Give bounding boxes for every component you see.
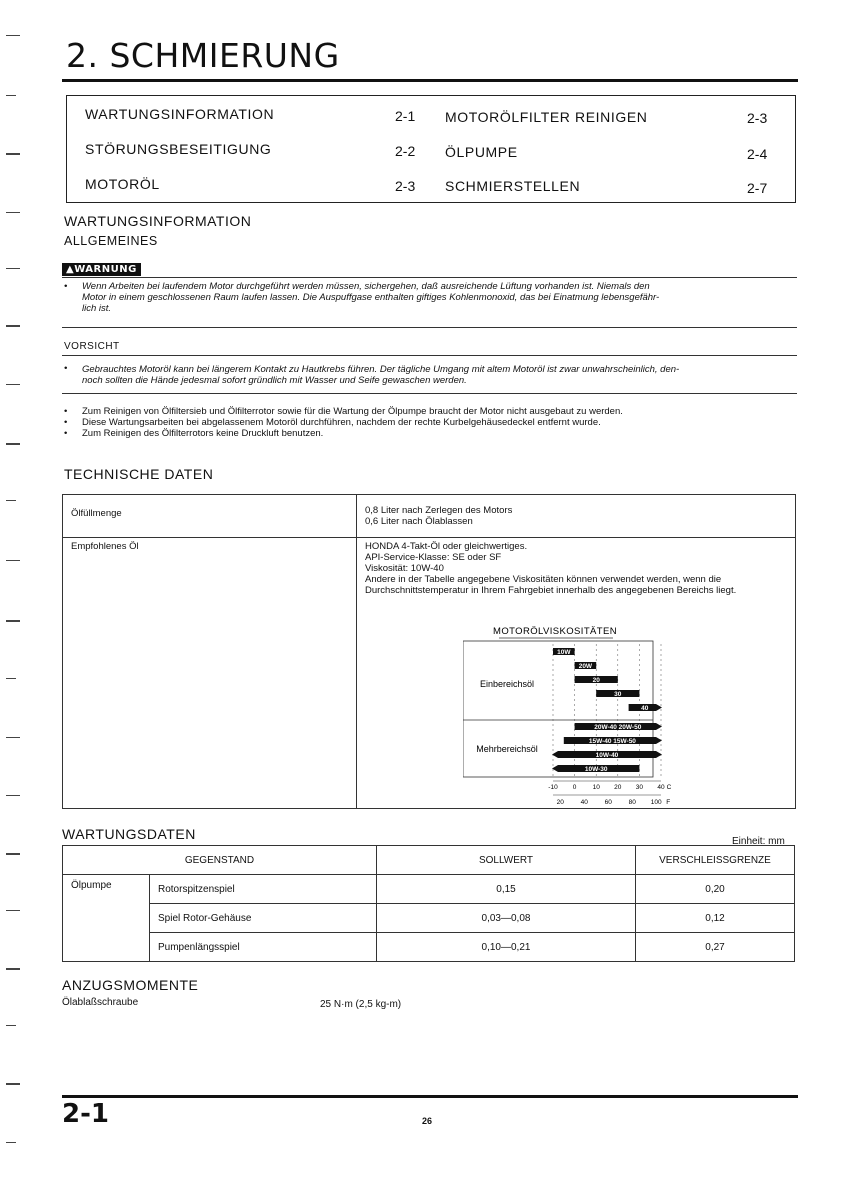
toc-item-page: 2-7 — [747, 180, 768, 196]
viscosity-bar — [575, 662, 597, 670]
caution-text — [82, 364, 798, 386]
list-item-text: Diese Wartungsarbeiten bei abgelassenem Motoröl durchführen, nachdem der rechte Kurbelgehäusedeckel entfernt wurde. — [82, 417, 601, 428]
tick-label-c: 20 — [614, 784, 622, 791]
toc-item-label[interactable]: MOTORÖL — [85, 176, 160, 192]
viscosity-bar-label: 20W — [578, 663, 593, 670]
toc-item-label[interactable]: SCHMIERSTELLEN — [445, 178, 581, 194]
list-item — [64, 428, 794, 439]
tick-label-f: 40 — [580, 799, 588, 806]
viscosity-bar — [553, 648, 575, 656]
warning-rule-top — [62, 277, 797, 278]
caution-label: VORSICHT — [64, 341, 120, 352]
table-cell: 0,27 — [636, 933, 795, 962]
viscosity-bar-label: 20W-40 20W-50 — [594, 724, 642, 731]
viscosity-bar — [564, 737, 662, 745]
unit-label: Einheit: mm — [732, 836, 785, 847]
subsection-heading: ALLGEMEINES — [64, 234, 158, 248]
maintenance-table — [62, 845, 795, 962]
column-header: VERSCHLEISSGRENZE — [636, 846, 795, 875]
viscosity-bar-label: 15W-40 15W-50 — [588, 738, 636, 745]
tick-label-c: 40 — [657, 784, 665, 791]
viscosity-bar — [596, 690, 639, 698]
tech-data-table — [62, 494, 796, 809]
toc-item-page: 2-2 — [395, 143, 416, 159]
cell-line: Andere in der Tabelle angegebene Viskositäten können verwendet werden, wenn die — [365, 574, 722, 585]
table-row — [63, 904, 795, 933]
bullet-icon: • — [64, 406, 68, 417]
toc-item-label[interactable]: ÖLPUMPE — [445, 144, 518, 160]
bullet-icon: • — [64, 417, 68, 428]
list-item-text: Zum Reinigen des Ölfilterrotors keine Druckluft benutzen. — [82, 428, 324, 439]
caution-rule-bottom — [62, 393, 797, 394]
tick-unit-f: F — [666, 799, 671, 806]
tick-label-f: 80 — [628, 799, 636, 806]
table-cell — [357, 495, 796, 538]
table-cell: 0,15 — [377, 875, 636, 904]
toc-box — [66, 95, 796, 203]
viscosity-bar — [575, 676, 618, 684]
chart-bars — [552, 648, 662, 773]
section-heading: TECHNISCHE DATEN — [64, 466, 214, 482]
bullet-icon: • — [64, 428, 68, 439]
torque-value: 25 N·m (2,5 kg-m) — [320, 999, 402, 1010]
toc-item-page: 2-3 — [747, 110, 768, 126]
chart-ticks — [548, 781, 671, 806]
toc-item-page: 2-3 — [395, 178, 416, 194]
viscosity-bar-label: 10W-40 — [595, 752, 619, 759]
cell-line: Durchschnittstemperatur in Ihrem Fahrgebiet innerhalb des angegebenen Bereichs liegt. — [365, 585, 737, 596]
viscosity-bar — [575, 723, 662, 731]
viscosity-bar — [552, 765, 639, 773]
viscosity-bar-label: 30 — [614, 691, 622, 698]
table-row — [63, 538, 796, 809]
toc-item-label[interactable]: MOTORÖLFILTER REINIGEN — [445, 109, 648, 125]
column-header: SOLLWERT — [377, 846, 636, 875]
cell-line: HONDA 4-Takt-Öl oder gleichwertiges. — [365, 541, 528, 552]
warning-badge: ▲WARNUNG — [62, 263, 141, 276]
caution-line: Gebrauchtes Motoröl kann bei längerem Kontakt zu Hautkrebs führen. Der tägliche Umgang mit altem Motoröl ist zwar unwahrscheinlich, den- — [82, 364, 680, 375]
viscosity-bar — [552, 751, 662, 759]
viscosity-bar — [629, 704, 662, 712]
table-row — [63, 495, 796, 538]
list-item — [64, 417, 794, 428]
toc-item-label[interactable]: STÖRUNGSBESEITIGUNG — [85, 141, 272, 157]
table-cell: Pumpenlängsspiel — [150, 933, 377, 962]
viscosity-chart — [463, 624, 675, 810]
table-row — [63, 875, 795, 904]
list-item-text: Zum Reinigen von Ölfiltersieb und Ölfilterrotor sowie für die Wartung der Ölpumpe braucht der Motor nicht ausgebaut zu werden. — [82, 406, 623, 417]
toc-item-page: 2-4 — [747, 146, 768, 162]
table-cell: 0,12 — [636, 904, 795, 933]
list-item — [64, 406, 794, 417]
chart-group-label: Mehrbereichsöl — [476, 744, 538, 754]
table-cell: 0,10—0,21 — [377, 933, 636, 962]
viscosity-bar-label: 40 — [641, 705, 649, 712]
cell-line: Viskosität: 10W-40 — [365, 563, 444, 574]
cell-line: API-Service-Klasse: SE oder SF — [365, 552, 502, 563]
viscosity-bar-label: 10W-30 — [584, 766, 608, 773]
toc-item-label[interactable]: WARTUNGSINFORMATION — [85, 106, 275, 122]
title-rule — [62, 79, 798, 82]
table-cell: 0,20 — [636, 875, 795, 904]
table-cell: Ölfüllmenge — [63, 495, 357, 538]
viscosity-bar-label: 20 — [592, 677, 600, 684]
section-heading: WARTUNGSINFORMATION — [64, 213, 252, 229]
warning-line: Motor in einem geschlossenen Raum laufen lassen. Die Auspuffgase enthalten giftiges Kohlenmonoxid, das bei Einatmung lebensgefähr- — [82, 292, 660, 303]
chart-group-label: Einbereichsöl — [479, 679, 535, 689]
tick-unit-c: C — [666, 784, 672, 791]
warning-rule-bottom — [62, 327, 797, 328]
table-cell: Spiel Rotor-Gehäuse — [150, 904, 377, 933]
footer-rule — [62, 1095, 798, 1098]
bullet-icon: • — [64, 281, 68, 292]
warning-text — [82, 281, 798, 314]
tick-label-c: -10 — [548, 784, 558, 791]
column-header: GEGENSTAND — [63, 846, 377, 875]
table-cell: Empfohlenes Öl — [63, 538, 357, 809]
torque-item: Ölablaßschraube — [62, 997, 139, 1008]
page-number: 26 — [422, 1116, 433, 1126]
tick-label-c: 30 — [635, 784, 644, 791]
warning-line: lich ist. — [82, 303, 112, 314]
tick-label-c: 10 — [592, 784, 600, 791]
section-heading: ANZUGSMOMENTE — [62, 977, 199, 993]
caution-rule-top — [62, 355, 797, 356]
bullet-icon: • — [64, 363, 68, 374]
table-cell: 0,03—0,08 — [377, 904, 636, 933]
bullet-list — [64, 406, 794, 439]
table-cell: Rotorspitzenspiel — [150, 875, 377, 904]
caution-line: noch sollten die Hände jedesmal sofort gründlich mit Wasser und Seife gewaschen werden. — [82, 375, 467, 386]
chart-title: MOTORÖLVISKOSITÄTEN — [493, 626, 617, 637]
toc-item-page: 2-1 — [395, 108, 416, 124]
viscosity-bar-label: 10W — [557, 649, 571, 656]
cell-line: 0,6 Liter nach Ölablassen — [365, 516, 473, 527]
tick-label-f: 100 — [650, 799, 662, 806]
group-cell: Ölpumpe — [63, 875, 150, 962]
tick-label-f: 20 — [556, 799, 564, 806]
tick-label-f: 60 — [604, 799, 612, 806]
page-title: 2. SCHMIERUNG — [66, 36, 340, 75]
section-page-label: 2-1 — [62, 1099, 109, 1129]
section-heading: WARTUNGSDATEN — [62, 826, 196, 842]
table-row — [63, 933, 795, 962]
tick-label-c: 0 — [572, 784, 577, 791]
warning-line: Wenn Arbeiten bei laufendem Motor durchgeführt werden müssen, sichergehen, daß ausreichende Lüftung vorhanden ist. Niemals den — [82, 281, 650, 292]
table-header-row — [63, 846, 795, 875]
cell-line: 0,8 Liter nach Zerlegen des Motors — [365, 505, 513, 516]
